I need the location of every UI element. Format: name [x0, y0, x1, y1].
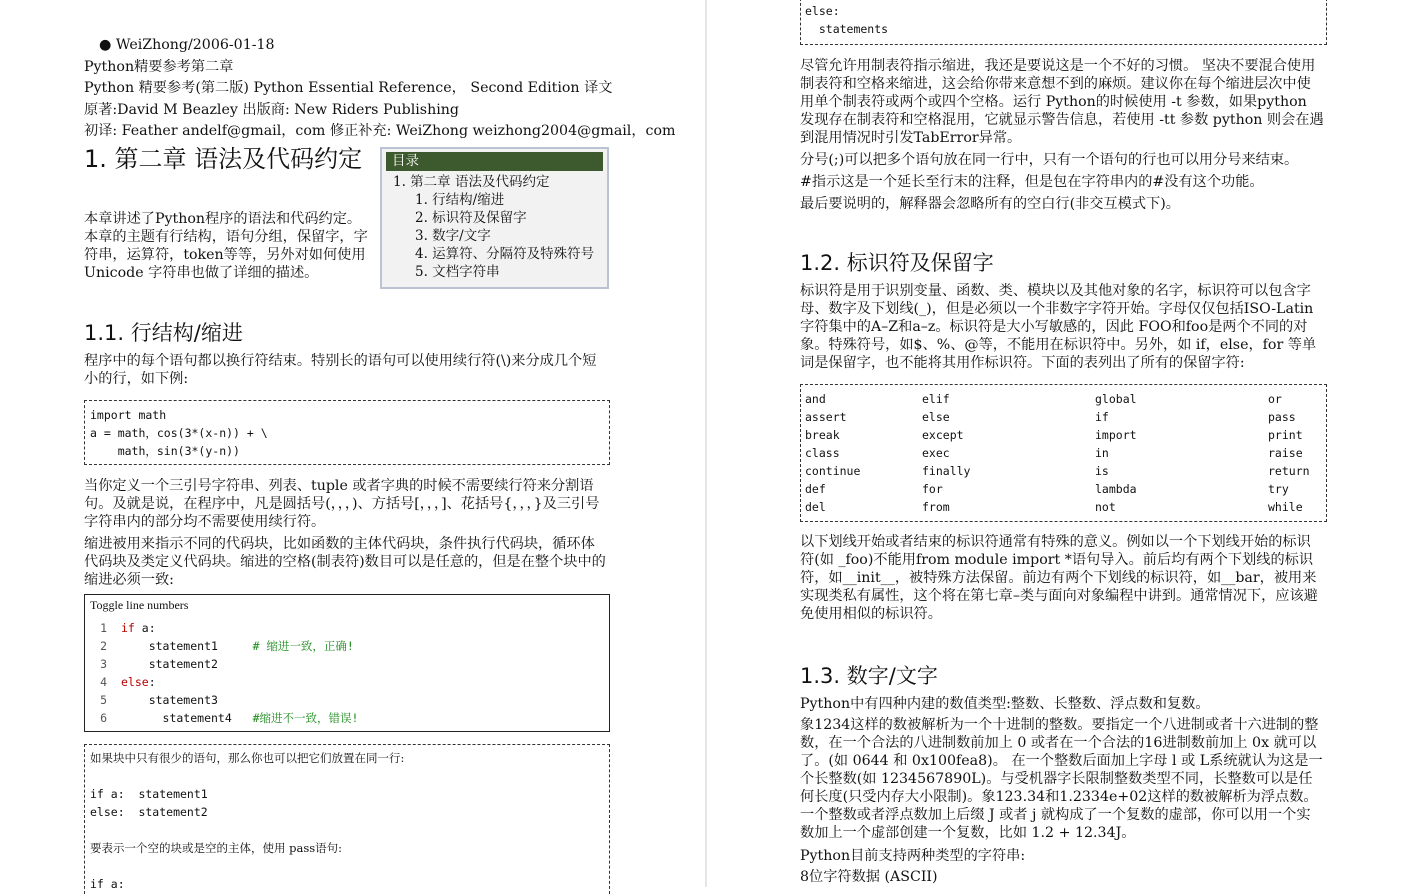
section-1-3-paragraph-1: Python中有四种内建的数值类型:整数、长整数、浮点数和复数。 — [800, 696, 1210, 712]
reserved-words-table-box — [800, 384, 1327, 522]
table-row — [805, 480, 1323, 498]
toc-main-link[interactable]: 1. 第二章 语法及代码约定 — [393, 174, 550, 190]
table-cell: class — [805, 446, 840, 460]
code-block-indentation — [84, 594, 610, 732]
table-cell: for — [922, 482, 943, 496]
toc-link-operators[interactable]: 4. 运算符、分隔符及特殊符号 — [415, 246, 595, 262]
translator-line: 初译: Feather andelf@gmail，com 修正补充: WeiZhong weizhong2004@gmail，com — [84, 123, 676, 139]
table-cell: raise — [1268, 446, 1303, 460]
table-row — [805, 462, 1323, 480]
section-1-3-title: 1.3. 数字/文字 — [800, 664, 938, 688]
table-cell: break — [805, 428, 840, 442]
table-row — [805, 444, 1323, 462]
code-line: 5 statement3 — [100, 693, 218, 707]
section-1-1-paragraph-3: 缩进被用来指示不同的代码块，比如函数的主体代码块，条件执行代码块，循环体代码块及类定义代码块。缩进的空格(制表符)数目可以是任意的，但是在整个块中的缩进必须一致: — [84, 536, 606, 588]
table-cell: not — [1095, 500, 1116, 514]
code-lines — [85, 615, 609, 727]
table-cell: print — [1268, 428, 1303, 442]
table-cell: exec — [922, 446, 950, 460]
table-cell: lambda — [1095, 482, 1137, 496]
code-note: 要表示一个空的块或是空的主体，使用 pass语句: — [90, 841, 343, 855]
blank-lines-paragraph: 最后要说明的，解释器会忽略所有的空白行(非交互模式下)。 — [800, 196, 1180, 212]
table-cell: if — [1095, 410, 1109, 424]
code-line: 1 if a: — [100, 621, 156, 635]
section-1-1-paragraph-2: 当你定义一个三引号字符串、列表、tuple 或者字典的时候不需要续行符来分割语句。及就是说，在程序中，凡是圆括号(，，，)、方括号[，，，]、花括号{，，，}及三引号字符串内的部分均不需要使用续行符。 — [84, 478, 600, 530]
table-cell: assert — [805, 410, 847, 424]
code-line: 4 else: — [100, 675, 156, 689]
table-cell: return — [1268, 464, 1310, 478]
table-cell: elif — [922, 392, 950, 406]
code-block-continuation — [84, 400, 610, 465]
table-cell: pass — [1268, 410, 1296, 424]
table-cell: else — [922, 410, 950, 424]
code-line: else: statement2 — [90, 805, 208, 819]
table-cell: import — [1095, 428, 1137, 442]
table-cell: def — [805, 482, 826, 496]
code-line: 3 statement2 — [100, 657, 218, 671]
toc-heading: 目录 — [386, 152, 603, 171]
table-cell: del — [805, 500, 826, 514]
table-row — [805, 390, 1323, 408]
book-title-line: Python 精要参考(第二版) Python Essential Reference， Second Edition 译文 — [84, 80, 613, 96]
code-line: 6 statement4 #缩进不一致，错误! — [100, 711, 359, 725]
table-cell: or — [1268, 392, 1282, 406]
table-row — [805, 498, 1323, 516]
table-cell: continue — [805, 464, 861, 478]
section-1-3-paragraph-3: Python目前支持两种类型的字符串: — [800, 848, 1026, 864]
section-1-3-paragraph-4: 8位字符数据 (ASCII) — [800, 869, 938, 885]
toc-link-identifiers[interactable]: 2. 标识符及保留字 — [415, 210, 527, 226]
section-1-1-paragraph-1: 程序中的每个语句都以换行符结束。特别长的语句可以使用续行符(\)来分成几个短小的行，如下例: — [84, 353, 597, 387]
code-line: if a: — [90, 877, 125, 891]
table-cell: try — [1268, 482, 1289, 496]
table-cell: from — [922, 500, 950, 514]
table-cell: while — [1268, 500, 1303, 514]
table-row — [805, 408, 1323, 426]
table-cell: global — [1095, 392, 1137, 406]
code-block-else — [800, 0, 1327, 45]
right-page — [707, 0, 1415, 887]
section-1-2-paragraph-1: 标识符是用于识别变量、函数、类、模块以及其他对象的名字，标识符可以包含字母、数字及下划线(_)，但是必须以一个非数字字符开始。字母仅仅包括ISO-Latin字符集中的A–Z和a–z。标识符是大小写敏感的，因此 FOO和foo是两个不同的对象。特殊符号，如$、%、@等，不能用在标识符中。另外，如 if，else，for 等单词是保留字，也不能将其用作标识符。下面的表列出了所有的保留字符: — [800, 283, 1317, 371]
author-date-line: ● WeiZhong/2006-01-18 — [99, 37, 275, 53]
section-1-2-title: 1.2. 标识符及保留字 — [800, 251, 994, 275]
code-line: 2 statement1 # 缩进一致，正确! — [100, 639, 354, 653]
left-page — [0, 0, 705, 891]
toc-link-literals[interactable]: 3. 数字/文字 — [415, 228, 491, 244]
reserved-words-table — [805, 390, 1323, 516]
table-cell: except — [922, 428, 964, 442]
table-row — [805, 426, 1323, 444]
tabs-warning-paragraph: 尽管允许用制表符指示缩进，我还是要说这是一个不好的习惯。 坚决不要混合使用制表符和空格来缩进，这会给你带来意想不到的麻烦。建议你在每个缩进层次中使用单个制表符或两个或四个空格。运行 Python的时候使用 -t 参数，如果python 发现存在制表符和空格混用，它就显示警告信息，若使用 -tt 参数 python 则会在遇到混用情况时引发TabError异常。 — [800, 58, 1324, 146]
code-line: else: — [805, 4, 840, 18]
code-note: 如果块中只有很少的语句，那么你也可以把它们放置在同一行: — [90, 751, 405, 765]
table-cell: finally — [922, 464, 971, 478]
table-cell: and — [805, 392, 826, 406]
toc-list — [382, 173, 607, 281]
section-1-2-paragraph-2: 以下划线开始或者结束的标识符通常有特殊的意义。例如以一个下划线开始的标识符(如 _foo)不能用from module import *语句导入。前后均有两个下划线的标识符，如__init__，被特殊方法保留。前边有两个下划线的标识符，如__bar，被用来实现类私有属性，这个将在第七章–类与面向对象编程中讲到。通常情况下，应该避免使用相似的标识符。 — [800, 534, 1318, 622]
doc-title-line: Python精要参考第二章 — [84, 59, 234, 75]
toc-link-docstrings[interactable]: 5. 文档字符串 — [415, 264, 500, 280]
code-line: import math — [90, 408, 167, 422]
code-line: if a: statement1 — [90, 787, 208, 801]
table-of-contents — [380, 147, 609, 289]
semicolon-paragraph: 分号(;)可以把多个语句放在同一行中，只有一个语句的行也可以用分号来结束。 — [800, 152, 1299, 168]
chapter-intro: 本章讲述了Python程序的语法和代码约定。本章的主题有行结构，语句分组，保留字，字符串，运算符，token等等，另外对如何使用Unicode 字符串也做了详细的描述。 — [84, 211, 368, 281]
section-1-1-title: 1.1. 行结构/缩进 — [84, 321, 243, 345]
code-block-single-line — [84, 744, 610, 894]
chapter-title: 1. 第二章 语法及代码约定 — [84, 145, 363, 173]
table-cell: is — [1095, 464, 1109, 478]
code-line: math，sin(3*(y-n)) — [90, 444, 240, 458]
original-author-line: 原著:David M Beazley 出版商: New Riders Publishing — [84, 102, 459, 118]
code-line: a = math，cos(3*(x-n)) + \ — [90, 426, 268, 440]
table-cell: in — [1095, 446, 1109, 460]
code-line: statements — [805, 22, 889, 36]
toc-link-line-structure[interactable]: 1. 行结构/缩进 — [415, 192, 505, 208]
section-1-3-paragraph-2: 象1234这样的数被解析为一个十进制的整数。要指定一个八进制或者十六进制的整数，在一个合法的八进制数前加上 0 或者在一个合法的16进制数前加上 0x 就可以了。(如 0644 和 0x100fea8)。 在一个整数后面加上字母 l 或 L系统就认为这是一个长整数(如 1234567890L)。与受机器字长限制整数类型不同，长整数可以是任何长度(只受内存大小限制)。象123.34和1.2334e+02这样的数被解析为浮点数。一个整数或者浮点数加上后缀 J 或者 j 就构成了一个复数的虚部，你可以用一个实数加上一个虚部创建一个复数，比如 1.2 + 12.34J。 — [800, 717, 1323, 841]
comment-paragraph: #指示这是一个延长至行末的注释，但是包在字符串内的#没有这个功能。 — [800, 174, 1264, 190]
toggle-line-numbers-link[interactable]: Toggle line numbers — [90, 598, 189, 612]
